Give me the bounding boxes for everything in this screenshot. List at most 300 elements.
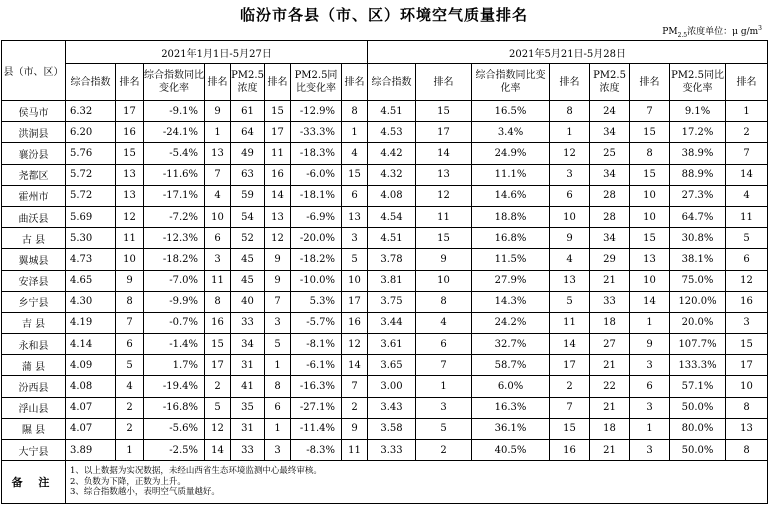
data-cell: 16.8%: [472, 228, 550, 249]
data-cell: -11.4%: [291, 418, 342, 439]
data-cell: 28: [590, 206, 630, 227]
data-cell: 11: [116, 228, 144, 249]
data-cell: 6: [726, 249, 768, 270]
table-row: [2, 334, 768, 355]
data-cell: 2: [416, 440, 472, 461]
data-cell: 14: [342, 355, 368, 376]
data-cell: 10: [205, 206, 231, 227]
data-cell: 13: [116, 164, 144, 185]
data-cell: -6.9%: [291, 206, 342, 227]
data-cell: -11.6%: [144, 164, 205, 185]
data-cell: 12: [416, 185, 472, 206]
data-cell: 22: [590, 376, 630, 397]
data-cell: 10: [342, 270, 368, 291]
data-cell: 4.65: [66, 270, 116, 291]
data-cell: -5.7%: [291, 312, 342, 333]
data-cell: 17: [265, 122, 291, 143]
data-cell: 30.8%: [670, 228, 726, 249]
data-cell: 4.42: [368, 143, 416, 164]
data-cell: 3.89: [66, 440, 116, 461]
data-cell: 7: [630, 101, 670, 122]
data-cell: 4.09: [66, 355, 116, 376]
data-cell: 14: [630, 291, 670, 312]
data-cell: 40: [231, 291, 265, 312]
data-cell: 12: [726, 270, 768, 291]
note-line: 2、负数为下降，正数为上升。: [70, 476, 186, 487]
data-cell: 4.08: [368, 185, 416, 206]
ranking-table: [1, 40, 768, 504]
data-cell: 9: [205, 101, 231, 122]
county-name-cell: 曲沃县: [2, 206, 66, 227]
data-cell: 16: [550, 440, 590, 461]
data-cell: 13: [416, 164, 472, 185]
data-cell: 7: [416, 355, 472, 376]
p1-col-header: PM2.5同比变化率: [291, 64, 342, 101]
data-cell: 15: [630, 164, 670, 185]
county-name-cell: 襄汾县: [2, 143, 66, 164]
data-cell: 15: [416, 101, 472, 122]
county-name-cell: 古 县: [2, 228, 66, 249]
data-cell: 5: [342, 249, 368, 270]
data-cell: 18: [590, 312, 630, 333]
data-cell: -7.0%: [144, 270, 205, 291]
data-cell: 13: [630, 249, 670, 270]
data-cell: 17.2%: [670, 122, 726, 143]
data-cell: 10: [630, 206, 670, 227]
data-cell: 75.0%: [670, 270, 726, 291]
data-cell: 12: [265, 228, 291, 249]
county-name-cell: 乡宁县: [2, 291, 66, 312]
data-cell: -10.0%: [291, 270, 342, 291]
note-line: 1、以上数据为实况数据，未经山西省生态环境监测中心最终审核。: [70, 466, 322, 477]
table-row: [2, 206, 768, 227]
county-name-cell: 隰 县: [2, 418, 66, 439]
table-row: [2, 270, 768, 291]
data-cell: 4.30: [66, 291, 116, 312]
data-cell: 9: [265, 249, 291, 270]
data-cell: 4: [116, 376, 144, 397]
data-cell: 8: [416, 291, 472, 312]
data-cell: 6: [630, 376, 670, 397]
data-cell: -24.1%: [144, 122, 205, 143]
data-cell: 2: [550, 376, 590, 397]
p1-col-header: 排名: [265, 64, 291, 101]
data-cell: 4.51: [368, 101, 416, 122]
data-cell: 21: [590, 355, 630, 376]
data-cell: 13: [265, 206, 291, 227]
data-cell: 17: [205, 355, 231, 376]
data-cell: -18.1%: [291, 185, 342, 206]
data-cell: -16.3%: [291, 376, 342, 397]
data-cell: -5.4%: [144, 143, 205, 164]
data-cell: 4.32: [368, 164, 416, 185]
data-cell: 45: [231, 249, 265, 270]
data-cell: 11.1%: [472, 164, 550, 185]
county-name-cell: 洪洞县: [2, 122, 66, 143]
notes-row: [2, 461, 768, 504]
data-cell: 2: [116, 397, 144, 418]
notes-label: 备 注: [2, 461, 66, 504]
data-cell: -9.1%: [144, 101, 205, 122]
data-cell: 3: [630, 397, 670, 418]
data-cell: 24.2%: [472, 312, 550, 333]
data-cell: 10: [116, 249, 144, 270]
data-cell: 88.9%: [670, 164, 726, 185]
data-cell: 6.32: [66, 101, 116, 122]
data-cell: -1.4%: [144, 334, 205, 355]
data-cell: 3: [630, 440, 670, 461]
data-cell: 6.0%: [472, 376, 550, 397]
data-cell: 34: [590, 164, 630, 185]
data-cell: 14: [416, 143, 472, 164]
data-cell: 20.0%: [670, 312, 726, 333]
data-cell: 15: [205, 334, 231, 355]
table-row: [2, 101, 768, 122]
data-cell: 16: [205, 312, 231, 333]
data-cell: 15: [342, 164, 368, 185]
data-cell: 14: [265, 185, 291, 206]
data-cell: -27.1%: [291, 397, 342, 418]
data-cell: -8.1%: [291, 334, 342, 355]
p2-col-header: 排名: [416, 64, 472, 101]
p2-col-header: PM2.5同比变化率: [670, 64, 726, 101]
data-cell: -18.2%: [291, 249, 342, 270]
data-cell: 63: [231, 164, 265, 185]
p2-col-header: 排名: [630, 64, 670, 101]
data-cell: 18: [590, 418, 630, 439]
data-cell: 11: [342, 440, 368, 461]
data-cell: 27: [590, 334, 630, 355]
data-cell: 6: [550, 185, 590, 206]
data-cell: -12.9%: [291, 101, 342, 122]
data-cell: 28: [590, 185, 630, 206]
data-cell: 8: [265, 376, 291, 397]
data-cell: 9: [416, 249, 472, 270]
data-cell: -2.5%: [144, 440, 205, 461]
p1-col-header: 排名: [205, 64, 231, 101]
table-body: [2, 101, 768, 504]
table-row: [2, 143, 768, 164]
data-cell: -33.3%: [291, 122, 342, 143]
data-cell: 17: [726, 355, 768, 376]
table-row: [2, 122, 768, 143]
data-cell: 3.33: [368, 440, 416, 461]
data-cell: 12: [116, 206, 144, 227]
data-cell: 4.51: [368, 228, 416, 249]
data-cell: -17.1%: [144, 185, 205, 206]
data-cell: -9.9%: [144, 291, 205, 312]
data-cell: 61: [231, 101, 265, 122]
data-cell: 1: [116, 440, 144, 461]
data-cell: 14: [550, 334, 590, 355]
data-cell: 33: [590, 291, 630, 312]
table-row: [2, 440, 768, 461]
p2-col-header: 排名: [726, 64, 768, 101]
data-cell: 34: [590, 122, 630, 143]
data-cell: 11.5%: [472, 249, 550, 270]
p2-col-header: 综合指数: [368, 64, 416, 101]
data-cell: 33: [231, 440, 265, 461]
data-cell: 5.72: [66, 185, 116, 206]
data-cell: 21: [590, 440, 630, 461]
data-cell: -5.6%: [144, 418, 205, 439]
data-cell: 24.9%: [472, 143, 550, 164]
table-row: [2, 312, 768, 333]
data-cell: 17: [342, 291, 368, 312]
unit-middle: 浓度单位：μ g/m: [687, 27, 759, 37]
data-cell: 133.3%: [670, 355, 726, 376]
data-cell: 8: [116, 291, 144, 312]
data-cell: 4: [726, 185, 768, 206]
data-cell: 34: [231, 334, 265, 355]
data-cell: 29: [590, 249, 630, 270]
data-cell: 49: [231, 143, 265, 164]
data-cell: 1: [550, 122, 590, 143]
county-name-cell: 大宁县: [2, 440, 66, 461]
data-cell: 6: [342, 185, 368, 206]
data-cell: 3.44: [368, 312, 416, 333]
data-cell: 14: [205, 440, 231, 461]
table-row: [2, 397, 768, 418]
data-cell: 9: [116, 270, 144, 291]
data-cell: 7: [116, 312, 144, 333]
data-cell: 3.78: [368, 249, 416, 270]
data-cell: 41: [231, 376, 265, 397]
p1-col-header: 排名: [116, 64, 144, 101]
county-name-cell: 吉 县: [2, 312, 66, 333]
county-name-cell: 浮山县: [2, 397, 66, 418]
data-cell: 64.7%: [670, 206, 726, 227]
table-row: [2, 376, 768, 397]
data-cell: 9: [342, 418, 368, 439]
table-row: [2, 291, 768, 312]
data-cell: 8: [205, 291, 231, 312]
data-cell: 13: [342, 206, 368, 227]
data-cell: 4: [342, 143, 368, 164]
data-cell: 33: [231, 312, 265, 333]
data-cell: 1: [265, 355, 291, 376]
data-cell: 3: [265, 440, 291, 461]
data-cell: 25: [590, 143, 630, 164]
data-cell: 54: [231, 206, 265, 227]
data-cell: 3.00: [368, 376, 416, 397]
data-cell: 5: [416, 418, 472, 439]
data-cell: 1: [265, 418, 291, 439]
table-row: [2, 228, 768, 249]
data-cell: 14.3%: [472, 291, 550, 312]
data-cell: 5: [550, 291, 590, 312]
county-name-cell: 蒲 县: [2, 355, 66, 376]
data-cell: 8: [630, 143, 670, 164]
data-cell: 1: [416, 376, 472, 397]
data-cell: 15: [416, 228, 472, 249]
data-cell: 59: [231, 185, 265, 206]
data-cell: 5: [265, 334, 291, 355]
data-cell: 10: [726, 376, 768, 397]
data-cell: 8: [342, 101, 368, 122]
data-cell: -7.2%: [144, 206, 205, 227]
data-cell: 4.07: [66, 418, 116, 439]
data-cell: 3.58: [368, 418, 416, 439]
data-cell: -6.0%: [291, 164, 342, 185]
data-cell: 3.4%: [472, 122, 550, 143]
data-cell: 80.0%: [670, 418, 726, 439]
data-cell: 4.54: [368, 206, 416, 227]
county-name-cell: 永和县: [2, 334, 66, 355]
data-cell: 38.1%: [670, 249, 726, 270]
unit-sub: 2.5: [677, 31, 688, 39]
data-cell: 32.7%: [472, 334, 550, 355]
data-cell: 16: [726, 291, 768, 312]
data-cell: -18.3%: [291, 143, 342, 164]
data-cell: 13: [205, 143, 231, 164]
table-row: [2, 355, 768, 376]
data-cell: 4.08: [66, 376, 116, 397]
note-line: 3、综合指数越小，表明空气质量越好。: [70, 487, 220, 498]
data-cell: 7: [726, 143, 768, 164]
data-cell: 8: [726, 397, 768, 418]
data-cell: 15: [630, 228, 670, 249]
data-cell: 1: [342, 122, 368, 143]
data-cell: 2: [116, 418, 144, 439]
data-cell: 1: [726, 101, 768, 122]
data-cell: 3: [265, 312, 291, 333]
p1-col-header: 综合指数: [66, 64, 116, 101]
data-cell: 5.76: [66, 143, 116, 164]
data-cell: 5.69: [66, 206, 116, 227]
data-cell: 24: [590, 101, 630, 122]
data-cell: 2: [726, 122, 768, 143]
data-cell: 3.81: [368, 270, 416, 291]
data-cell: 57.1%: [670, 376, 726, 397]
data-cell: 16.5%: [472, 101, 550, 122]
data-cell: -19.4%: [144, 376, 205, 397]
data-cell: 21: [590, 397, 630, 418]
data-cell: 15: [726, 334, 768, 355]
data-cell: 4: [550, 249, 590, 270]
data-cell: 3.61: [368, 334, 416, 355]
data-cell: 10: [416, 270, 472, 291]
data-cell: 4.14: [66, 334, 116, 355]
data-cell: 16.3%: [472, 397, 550, 418]
data-cell: 7: [342, 376, 368, 397]
data-cell: -8.3%: [291, 440, 342, 461]
data-cell: 17: [416, 122, 472, 143]
data-cell: 12: [205, 418, 231, 439]
data-cell: 50.0%: [670, 440, 726, 461]
data-cell: 17: [550, 355, 590, 376]
data-cell: 5: [726, 228, 768, 249]
p1-col-header: 综合指数同比变化率: [144, 64, 205, 101]
data-cell: 16: [265, 164, 291, 185]
p1-col-header: 排名: [342, 64, 368, 101]
data-cell: 11: [550, 312, 590, 333]
data-cell: 1: [630, 418, 670, 439]
county-name-cell: 尧都区: [2, 164, 66, 185]
data-cell: 40.5%: [472, 440, 550, 461]
unit-prefix: PM: [662, 27, 678, 37]
data-cell: 58.7%: [472, 355, 550, 376]
data-cell: 9: [265, 270, 291, 291]
notes-text: [66, 461, 768, 504]
data-cell: 9: [550, 228, 590, 249]
subheader-row: [2, 64, 768, 101]
data-cell: -18.2%: [144, 249, 205, 270]
data-cell: 31: [231, 355, 265, 376]
data-cell: 4: [205, 185, 231, 206]
data-cell: 6: [416, 334, 472, 355]
data-cell: 15: [550, 418, 590, 439]
data-cell: 38.9%: [670, 143, 726, 164]
data-cell: 13: [116, 185, 144, 206]
period1-header: 2021年1月1日-5月27日: [66, 41, 368, 64]
data-cell: 11: [205, 270, 231, 291]
data-cell: 34: [590, 228, 630, 249]
data-cell: -20.0%: [291, 228, 342, 249]
data-cell: 11: [265, 143, 291, 164]
data-cell: 64: [231, 122, 265, 143]
data-cell: 21: [590, 270, 630, 291]
data-cell: 13: [726, 418, 768, 439]
data-cell: 15: [630, 122, 670, 143]
table-row: [2, 249, 768, 270]
data-cell: 14: [726, 164, 768, 185]
data-cell: 11: [726, 206, 768, 227]
data-cell: 10: [630, 270, 670, 291]
data-cell: 36.1%: [472, 418, 550, 439]
period2-header: 2021年5月21日-5月28日: [368, 41, 768, 64]
data-cell: -12.3%: [144, 228, 205, 249]
county-name-cell: 安泽县: [2, 270, 66, 291]
data-cell: 6: [265, 397, 291, 418]
data-cell: 3.75: [368, 291, 416, 312]
data-cell: 12: [342, 334, 368, 355]
county-column-header: 县（市、区）: [2, 41, 66, 101]
county-name-cell: 霍州市: [2, 185, 66, 206]
p2-col-header: 综合指数同比变化率: [472, 64, 550, 101]
data-cell: -0.7%: [144, 312, 205, 333]
data-cell: 27.9%: [472, 270, 550, 291]
data-cell: 16: [342, 312, 368, 333]
county-name-cell: 翼城县: [2, 249, 66, 270]
data-cell: 1.7%: [144, 355, 205, 376]
data-cell: 4.73: [66, 249, 116, 270]
data-cell: 17: [116, 101, 144, 122]
p2-col-header: 排名: [550, 64, 590, 101]
data-cell: 6: [205, 228, 231, 249]
data-cell: 5: [205, 397, 231, 418]
data-cell: 4: [416, 312, 472, 333]
data-cell: 120.0%: [670, 291, 726, 312]
data-cell: 3: [630, 355, 670, 376]
data-cell: 8: [550, 101, 590, 122]
data-cell: 5.30: [66, 228, 116, 249]
county-name-cell: 侯马市: [2, 101, 66, 122]
data-cell: 6.20: [66, 122, 116, 143]
data-cell: 3: [416, 397, 472, 418]
data-cell: 5.3%: [291, 291, 342, 312]
data-cell: 10: [630, 185, 670, 206]
table-row: [2, 164, 768, 185]
data-cell: 4.53: [368, 122, 416, 143]
data-cell: 6: [116, 334, 144, 355]
data-cell: 31: [231, 418, 265, 439]
data-cell: 1: [630, 312, 670, 333]
page-title: 临汾市各县（市、区）环境空气质量排名: [239, 6, 528, 24]
data-cell: 5.72: [66, 164, 116, 185]
county-name-cell: 汾西县: [2, 376, 66, 397]
data-cell: 1: [205, 122, 231, 143]
